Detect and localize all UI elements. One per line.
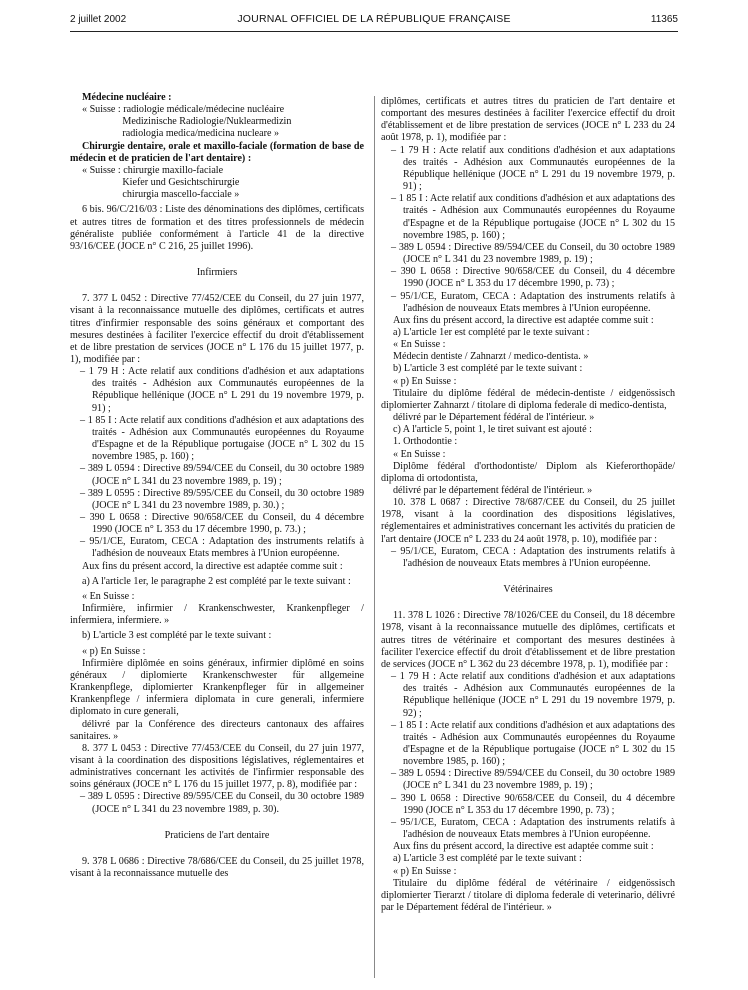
paragraph: Kiefer und Gesichtschirurgie xyxy=(82,177,240,189)
paragraph: c) A l'article 5, point 1, le tiret suivant est ajouté : xyxy=(393,424,592,436)
paragraph: « p) En Suisse : xyxy=(393,375,457,387)
paragraph: Diplôme fédéral d'orthodontiste/ Diplom als Kieferorthopäde/ diploma di ortodontista, xyxy=(381,460,675,484)
paragraph: 11. 378 L 1026 : Directive 78/1026/CEE du Conseil, du 18 décembre 1978, visant à la reconnaissance mutuelle des diplômes, certificats et autres titres de vétérinaire et comportant des mesures destinées à faciliter l'exercice effectif du droit d'établissement et de libre prestation de services (JOCE n° L 362 du 23 décembre 1978, p. 1), modifiée par : xyxy=(381,610,675,670)
section-heading: Vétérinaires xyxy=(503,584,553,596)
paragraph: – 389 L 0595 : Directive 89/595/CEE du Conseil, du 30 octobre 1989 (JOCE n° L 341 du 23 novembre 1989, p. 30.) ; xyxy=(80,487,364,511)
paragraph: – 95/1/CE, Euratom, CECA : Adaptation des instruments relatifs à l'adhésion de nouveaux Etats membres à l'Union européenne. xyxy=(391,816,675,841)
left-column xyxy=(70,92,364,880)
paragraph: a) L'article 3 est complété par le texte suivant : xyxy=(393,853,582,865)
paragraph: « En Suisse : xyxy=(393,448,446,460)
paragraph: Titulaire du diplôme fédéral de vétérinaire / eidgenössisch diplomierter Tierarzt / titolare di diploma federale di veterinario, délivré par le Département fédéral de l'intérieur. » xyxy=(381,877,675,913)
section-heading: Praticiens de l'art dentaire xyxy=(164,829,270,841)
paragraph: « p) En Suisse : xyxy=(82,645,146,657)
section-heading: Infirmiers xyxy=(196,267,238,279)
paragraph: b) L'article 3 est complété par le texte suivant : xyxy=(393,363,583,375)
paragraph: Médecine nucléaire : xyxy=(82,92,172,103)
paragraph: « En Suisse : xyxy=(82,590,135,602)
paragraph: 10. 378 L 0687 : Directive 78/687/CEE du Conseil, du 25 juillet 1978, visant à la coordination des dispositions législatives, réglementaires et administratives concernant les activités du praticien de l'art dentaire (JOCE n° L 233 du 24 août 1978, p. 10), modifiée par : xyxy=(381,497,675,545)
paragraph: Chirurgie dentaire, orale et maxillo-faciale (formation de base de médecin et de praticien de l'art dentaire) : xyxy=(70,140,364,164)
paragraph: diplômes, certificats et autres titres du praticien de l'art dentaire et comportant des mesures destinées à faciliter l'exercice effectif du droit d'établissement et de libre prestation de services (JOCE n° L 233 du 24 août 1978, p. 1), modifiée par : xyxy=(381,96,675,144)
paragraph: délivré par le Département fédéral de l'intérieur. » xyxy=(393,412,595,424)
header-date: 2 juillet 2002 xyxy=(70,14,127,25)
paragraph: – 389 L 0594 : Directive 89/594/CEE du Conseil, du 30 octobre 1989 (JOCE n° L 341 du 23 novembre 1989, p. 19) ; xyxy=(391,241,675,266)
paragraph: 6 bis. 96/C/216/03 : Liste des dénominations des diplômes, certificats et autres titres de formation et des titres professionnels de médecin généraliste publiée conformément à l'article 41 de la directive 93/16/CEE (JOCE n° C 216, 25 juillet 1996). xyxy=(70,204,364,252)
paragraph: radiologia medica/medicina nucleare » xyxy=(82,128,280,140)
paragraph: Infirmière diplômée en soins généraux, infirmier diplômé en soins généraux / diplomierte Krankenschwester für allgemeine Krankenpflege, diplomierter Krankenpfleger für in allgemeiner Krankenpflege / infermiera diplomata in cure generali, infermiere diplomato in cure generali, xyxy=(70,657,364,718)
paragraph: Infirmière, infirmier / Krankenschwester, Krankenpfleger / infermiera, infermiere. » xyxy=(70,603,364,627)
paragraph: Aux fins du présent accord, la directive est adaptée comme suit : xyxy=(393,314,654,326)
paragraph: délivré par le département fédéral de l'intérieur. » xyxy=(393,485,593,496)
paragraph: – 389 L 0595 : Directive 89/595/CEE du Conseil, du 30 octobre 1989 (JOCE n° L 341 du 23 novembre 1989, p. 30). xyxy=(80,791,364,815)
page-header xyxy=(70,12,678,28)
paragraph: 9. 378 L 0686 : Directive 78/686/CEE du Conseil, du 25 juillet 1978, visant à la reconnaissance mutuelle des xyxy=(70,855,364,880)
paragraph: – 389 L 0594 : Directive 89/594/CEE du Conseil, du 30 octobre 1989 (JOCE n° L 341 du 23 novembre 1989, p. 19) ; xyxy=(391,768,675,792)
paragraph: – 390 L 0658 : Directive 90/658/CEE du Conseil, du 4 décembre 1990 (JOCE n° L 353 du 17 décembre 1990, p. 73.) ; xyxy=(80,512,364,536)
paragraph: – 390 L 0658 : Directive 90/658/CEE du Conseil, du 4 décembre 1990 (JOCE n° L 353 du 17 décembre 1990, p. 73) ; xyxy=(391,266,675,290)
journal-title: JOURNAL OFFICIEL DE LA RÉPUBLIQUE FRANÇAISE xyxy=(237,13,511,25)
paragraph: – 390 L 0658 : Directive 90/658/CEE du Conseil, du 4 décembre 1990 (JOCE n° L 353 du 17 décembre 1990, p. 73) ; xyxy=(391,792,675,816)
paragraph: – 1 85 I : Acte relatif aux conditions d'adhésion et aux adaptations des traités - Adhésion aux Communautés européennes du Royaume d'Espagne et de la République portugaise (JOCE n° L 302 du 15 novembre 1985, p. 160) ; xyxy=(80,414,364,463)
paragraph: Aux fins du présent accord, la directive est adaptée comme suit : xyxy=(82,560,343,572)
paragraph: a) L'article 1er est complété par le texte suivant : xyxy=(393,326,590,338)
page-number: 11365 xyxy=(650,14,678,25)
paragraph: – 95/1/CE, Euratom, CECA : Adaptation des instruments relatifs à l'adhésion de nouveaux Etats membres à l'Union européenne. xyxy=(391,545,675,569)
header-rule xyxy=(70,31,678,32)
right-column xyxy=(381,96,675,914)
paragraph: a) A l'article 1er, le paragraphe 2 est complété par le texte suivant : xyxy=(82,575,351,587)
paragraph: – 1 79 H : Acte relatif aux conditions d'adhésion et aux adaptations des traités - Adhésion aux Communautés européennes de la République hellénique (JOCE n° L 291 du 19 novembre 1979, p. 91) ; xyxy=(80,366,364,414)
paragraph: – 389 L 0594 : Directive 89/594/CEE du Conseil, du 30 octobre 1989 (JOCE n° L 341 du 23 novembre 1989, p. 19) ; xyxy=(80,463,364,487)
paragraph: – 95/1/CE, Euratom, CECA : Adaptation des instruments relatifs à l'adhésion de nouveaux Etats membres à l'Union européenne. xyxy=(80,536,364,560)
paragraph: – 1 85 I : Acte relatif aux conditions d'adhésion et aux adaptations des traités - Adhésion aux Communautés européennes du Royaume d'Espagne et de la République portugaise (JOCE n° L 302 du 15 novembre 1985, p. 160) ; xyxy=(391,193,675,241)
paragraph: 8. 377 L 0453 : Directive 77/453/CEE du Conseil, du 27 juin 1977, visant à la coordination des dispositions législatives, réglementaires et administratives concernant les activités de l'infirmier responsable des soins généraux (JOCE n° L 176 du 15 juillet 1977, p. 8), modifiée par : xyxy=(70,742,364,791)
paragraph: – 1 79 H : Acte relatif aux conditions d'adhésion et aux adaptations des traités - Adhésion aux Communautés européennes de la République hellénique (JOCE n° L 291 du 19 novembre 1979, p. 91) ; xyxy=(391,144,675,193)
paragraph: « En Suisse : xyxy=(393,339,446,351)
paragraph: 7. 377 L 0452 : Directive 77/452/CEE du Conseil, du 27 juin 1977, visant à la reconnaissance mutuelle des diplômes, certificats et autres titres d'infirmier responsable des soins généraux et comportant des mesures destinées à faciliter l'exercice effectif du droit d'établissement et de libre prestation de services (JOCE n° L 176 du 15 juillet 1977, p. 1), modifiée par : xyxy=(70,293,364,365)
paragraph: – 95/1/CE, Euratom, CECA : Adaptation des instruments relatifs à l'adhésion de nouveaux Etats membres à l'Union européenne. xyxy=(391,290,675,314)
paragraph: – 1 79 H : Acte relatif aux conditions d'adhésion et aux adaptations des traités - Adhésion aux Communautés européennes de la République hellénique (JOCE n° L 291 du 19 novembre 1979, p. 92) ; xyxy=(391,671,675,719)
paragraph: b) L'article 3 est complété par le texte suivant : xyxy=(82,630,272,642)
paragraph: délivré par la Conférence des directeurs cantonaux des affaires sanitaires. » xyxy=(70,718,364,742)
paragraph: Titulaire du diplôme fédéral de médecin-dentiste / eidgenössisch diplomierter Zahnarzt / titolare di diploma federale di medico-dentista, xyxy=(381,387,675,411)
paragraph: « p) En Suisse : xyxy=(393,865,457,877)
column-divider xyxy=(374,96,375,978)
paragraph: Médecin dentiste / Zahnarzt / medico-dentista. » xyxy=(393,351,589,363)
paragraph: Medizinische Radiologie/Nuklearmedizin xyxy=(82,116,292,128)
paragraph: « Suisse : radiologie médicale/médecine nucléaire xyxy=(82,104,285,116)
paragraph: – 1 85 I : Acte relatif aux conditions d'adhésion et aux adaptations des traités - Adhésion aux Communautés européennes du Royaume d'Espagne et de la République portugaise (JOCE n° L 302 du 15 novembre 1985, p. 160) ; xyxy=(391,719,675,768)
paragraph: chirurgia mascello-facciale » xyxy=(82,189,240,201)
paragraph: « Suisse : chirurgie maxillo-faciale xyxy=(82,164,224,176)
paragraph: Aux fins du présent accord, la directive est adaptée comme suit : xyxy=(393,841,654,853)
paragraph: 1. Orthodontie : xyxy=(393,436,458,448)
